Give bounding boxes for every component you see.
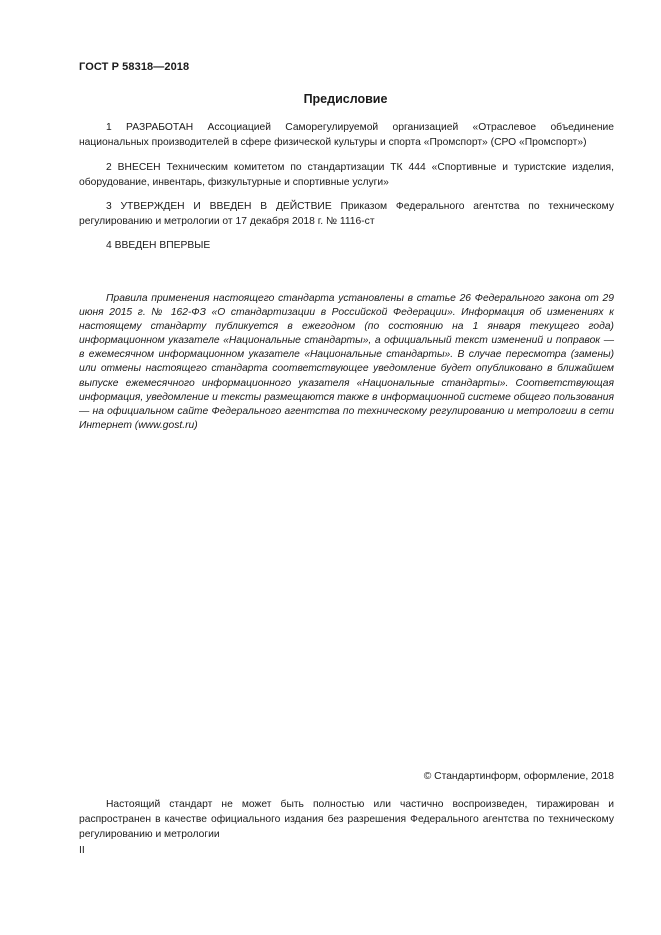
preface-title: Предисловие [303,92,388,106]
preface-item-introduced: 2 ВНЕСЕН Техническим комитетом по стандартизации ТК 444 «Спортивные и туристские изделия, оборудование, инвентарь, физкультурные и спортивные услуги» [79,162,614,188]
page-number: II [79,845,85,856]
preface-item-developed: 1 РАЗРАБОТАН Ассоциацией Саморегулируемой организацией «Отраслевое объединение национальных производителей в сфере физической культуры и спорта «Промспорт» (СРО «Промспорт») [79,122,614,148]
preface-item-approved: 3 УТВЕРЖДЕН И ВВЕДЕН В ДЕЙСТВИЕ Приказом Федерального агентства по техническому регулированию и метрологии от 17 декабря 2018 г. № 1116-ст [79,201,614,227]
document-code: ГОСТ Р 58318—2018 [79,61,190,73]
copyright-line: © Стандартинформ, оформление, 2018 [423,771,614,782]
preface-item-first-introduced: 4 ВВЕДЕН ВПЕРВЫЕ [106,240,211,251]
standard-application-notice: Правила применения настоящего стандарта установлены в статье 26 Федерального закона от 29 июня 2015 г. № 162-ФЗ «О стандартизации в Российской Федерации». Информация об изменениях к настоящему стандарту публикуется в ежегодном (по состоянию на 1 января текущего года) информационном указателе «Национальные стандарты», а официальный текст изменений и поправок — в ежемесячном информационном указателе «Национальные стандарты». В случае пересмотра (замены) или отмены настоящего стандарта соответствующее уведомление будет опубликовано в ближайшем выпуске ежемесячного информационного указателя «Национальные стандарты». Соответствующая информация, уведомление и тексты размещаются также в информационной системе общего пользования — на официальном сайте Федерального агентства по техническому регулированию и метрологии в сети Интернет (www.gost.ru) [79,293,614,431]
reproduction-notice: Настоящий стандарт не может быть полностью или частично воспроизведен, тиражирован и распространен в качестве официального издания без разрешения Федерального агентства по техническому регулированию и метрологии [79,799,614,840]
